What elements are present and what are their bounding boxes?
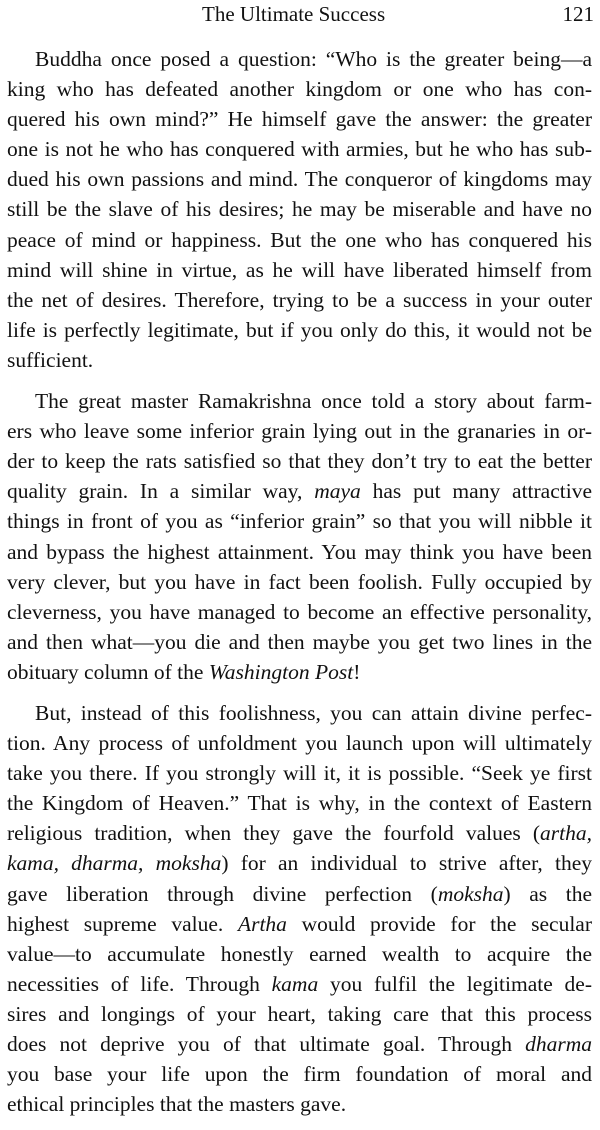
text-run: peace of mind or happiness. But the one who has conquered his	[7, 227, 592, 252]
italic-text: maya	[314, 479, 361, 504]
text-line	[7, 446, 592, 476]
text-line	[7, 999, 592, 1029]
text-run: der to keep the rats satisfied so that they don’t try to eat the better	[7, 449, 592, 474]
text-line	[7, 285, 592, 315]
text-line	[7, 44, 592, 74]
text-line	[7, 758, 592, 788]
text-run: gave liberation through divine perfection (	[7, 881, 438, 906]
text-run: dued his own passions and mind. The conqueror of kingdoms may	[7, 167, 592, 192]
text-run: quered his own mind?” He himself gave the answer: the greater	[7, 107, 592, 132]
paragraph	[7, 386, 592, 687]
text-line	[7, 627, 592, 657]
text-run: has put many attractive	[360, 479, 592, 504]
italic-text: kama	[271, 971, 319, 996]
italic-text: moksha	[437, 881, 504, 906]
text-line	[7, 969, 592, 999]
running-header	[0, 1, 600, 27]
text-line	[7, 1029, 592, 1059]
italic-text: kama, dharma, moksha	[7, 851, 222, 876]
text-line	[7, 1089, 592, 1119]
text-run: the net of desires. Therefore, trying to be a success in your outer	[7, 287, 592, 312]
text-run: necessities of life. Through	[7, 971, 272, 996]
text-run: things in front of you as “inferior grain” so that you will nibble it	[7, 509, 592, 534]
text-line	[7, 416, 592, 446]
text-run: highest supreme value.	[7, 911, 238, 936]
text-line	[7, 134, 592, 164]
text-line	[7, 657, 592, 687]
text-line	[7, 104, 592, 134]
text-line	[7, 728, 592, 758]
text-run: quality grain. In a similar way,	[7, 479, 315, 504]
text-line	[7, 818, 592, 848]
text-run: ethical principles that the masters gave.	[7, 1092, 347, 1117]
text-run: and bypass the highest attainment. You may think you have been	[7, 539, 592, 564]
text-line	[7, 315, 592, 345]
text-run: Buddha once posed a question: “Who is the greater being—a	[35, 47, 592, 71]
text-run: cleverness, you have managed to become an effective personality,	[7, 599, 592, 624]
text-run: you fulfil the legitimate de-	[318, 971, 592, 996]
text-line	[7, 848, 592, 878]
text-line	[7, 939, 592, 969]
text-run: take you there. If you strongly will it, it is possible. “Seek ye first	[7, 761, 592, 786]
text-run: sufficient.	[7, 347, 94, 372]
text-line	[7, 909, 592, 939]
text-line	[7, 345, 592, 375]
running-title: The Ultimate Success	[202, 2, 386, 26]
text-run: ) for an individual to strive after, they	[221, 851, 592, 876]
text-run: very clever, but you have in fact been foolish. Fully occupied by	[7, 569, 592, 594]
text-run: the Kingdom of Heaven.” That is why, in the context of Eastern	[7, 791, 592, 816]
text-line	[7, 255, 592, 285]
text-line	[7, 164, 592, 194]
text-line	[7, 476, 592, 506]
text-run: value—to accumulate honestly earned wealth to acquire the	[7, 941, 592, 966]
text-line	[7, 567, 592, 597]
italic-text: dharma	[525, 1032, 592, 1056]
text-run: one is not he who has conquered with armies, but he who has sub-	[7, 137, 592, 162]
italic-text: Artha	[237, 911, 287, 936]
text-line	[7, 537, 592, 567]
page-number: 121	[562, 2, 594, 26]
text-run: !	[353, 659, 361, 684]
paragraph	[7, 44, 592, 375]
text-run: obituary column of the	[7, 659, 209, 684]
text-run: The great master Ramakrishna once told a story about farm-	[35, 389, 592, 414]
text-line	[7, 74, 592, 104]
text-line	[7, 225, 592, 255]
text-run: But, instead of this foolishness, you can attain divine perfec-	[35, 700, 592, 725]
text-line	[7, 879, 592, 909]
text-line	[7, 194, 592, 224]
text-run: sires and longings of your heart, taking care that this process	[7, 1001, 592, 1026]
text-line	[7, 788, 592, 818]
text-run: life is perfectly legitimate, but if you only do this, it would not be	[7, 317, 592, 342]
paragraph	[7, 698, 592, 1119]
text-run: does not deprive you of that ultimate goal. Through	[7, 1032, 526, 1056]
text-line	[7, 597, 592, 627]
italic-text: Washington Post	[208, 659, 354, 684]
text-run: mind will shine in virtue, as he will have liberated himself from	[7, 257, 592, 282]
text-run: you base your life upon the firm foundation of moral and	[7, 1062, 592, 1087]
text-line	[7, 386, 592, 416]
text-line	[7, 506, 592, 536]
text-run: king who has defeated another kingdom or one who has con-	[7, 77, 592, 102]
text-run: religious tradition, when they gave the fourfold values (	[7, 821, 541, 846]
body-text	[7, 44, 592, 1130]
italic-text: artha,	[540, 821, 592, 846]
text-run: ers who leave some inferior grain lying out in the granaries in or-	[7, 419, 592, 444]
text-run: ) as the	[503, 881, 592, 906]
text-run: still be the slave of his desires; he may be miserable and have no	[7, 197, 592, 222]
text-line	[7, 698, 592, 728]
text-line	[7, 1059, 592, 1089]
text-run: and then what—you die and then maybe you get two lines in the	[7, 629, 592, 654]
text-run: tion. Any process of unfoldment you launch upon will ultimately	[7, 731, 592, 756]
text-run: would provide for the secular	[286, 911, 592, 936]
